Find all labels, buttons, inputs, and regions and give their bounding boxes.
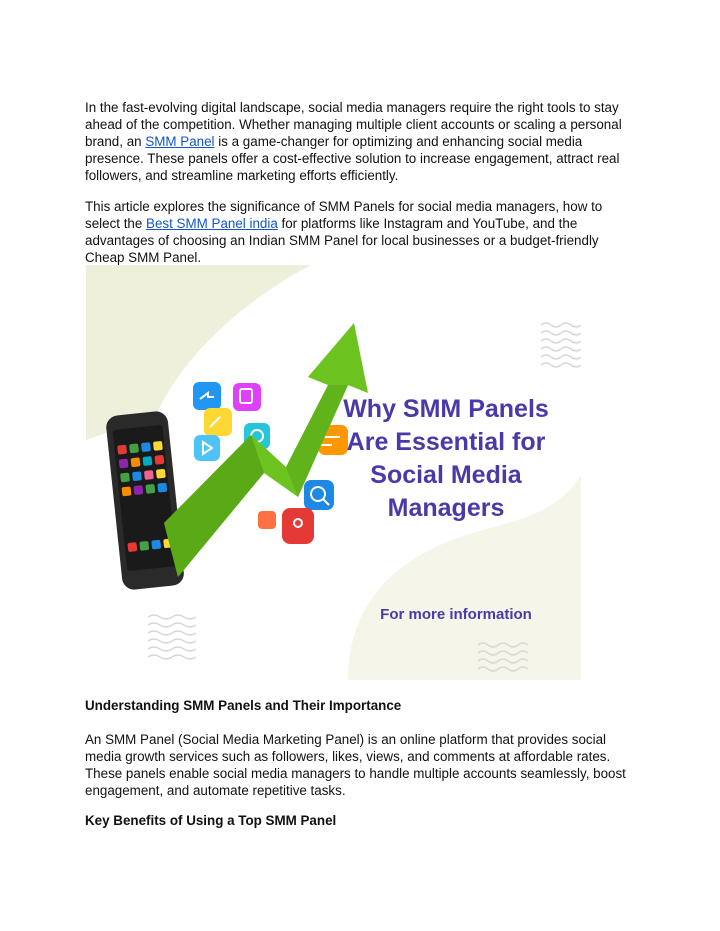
banner-title-line-4: Managers bbox=[387, 494, 505, 522]
article-banner-image bbox=[86, 265, 581, 680]
copy-app-icon bbox=[233, 383, 261, 411]
banner-title-line-1: Why SMM Panels bbox=[343, 395, 549, 423]
intro-paragraph-1 bbox=[85, 99, 640, 184]
intro-p2-text-a: This article explores the significance of SMM Panels for social media managers, how to select the bbox=[85, 199, 603, 231]
banner-title-line-3: Social Media bbox=[370, 461, 522, 489]
play-app-icon bbox=[194, 435, 220, 461]
intro-p1-text-a: In the fast-evolving digital landscape, social media managers require the right tools to stay ahead of the competition. Whether managing multiple client accounts or scaling a personal brand, an bbox=[85, 100, 622, 149]
best-smm-panel-india-link[interactable]: Best SMM Panel india bbox=[146, 216, 278, 231]
intro-p2-text-b: for platforms like Instagram and YouTube, and the advantages of choosing an Indian SMM Panel for local businesses or a budget-friendly Cheap SMM Panel. bbox=[85, 216, 599, 265]
banner-footer-text: For more information bbox=[380, 606, 532, 623]
intro-paragraph-2 bbox=[85, 198, 640, 266]
edit-app-icon bbox=[204, 408, 232, 436]
intro-p1-text-b: is a game-changer for optimizing and enhancing social media presence. These panels offer a cost-effective solution to increase engagement, attract real followers, and streamline marketing efforts efficiently. bbox=[85, 134, 620, 183]
banner-title-line-2: Are Essential for bbox=[346, 428, 546, 456]
search-app-icon bbox=[304, 480, 334, 510]
smm-panel-link[interactable]: SMM Panel bbox=[145, 134, 215, 149]
section-body-understanding: An SMM Panel (Social Media Marketing Panel) is an online platform that provides social media growth services such as followers, likes, views, and comments at affordable rates. These panels enable social media managers to handle multiple accounts seamlessly, boost engagement, and automate repetitive tasks. bbox=[85, 732, 626, 798]
section-heading-benefits: Key Benefits of Using a Top SMM Panel bbox=[85, 813, 337, 828]
share-small-icon bbox=[258, 511, 276, 529]
section-heading-understanding: Understanding SMM Panels and Their Importance bbox=[85, 698, 402, 713]
